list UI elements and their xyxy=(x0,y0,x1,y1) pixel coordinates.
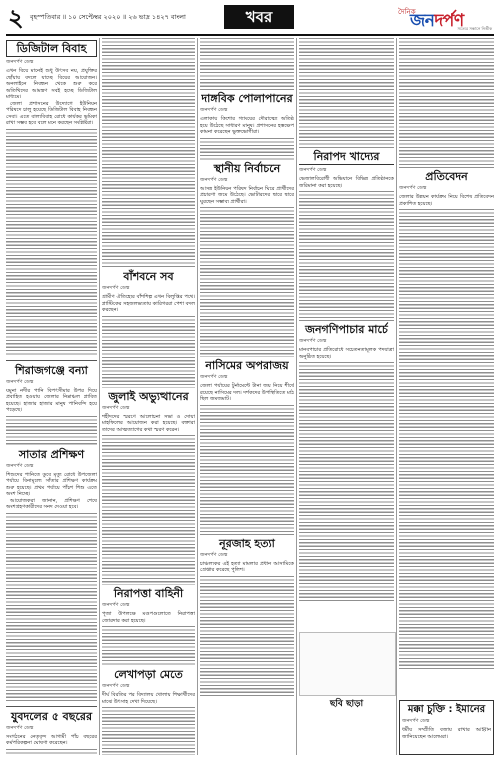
article xyxy=(200,359,294,535)
boxed-article xyxy=(399,700,494,755)
article-body-text xyxy=(399,209,494,669)
article xyxy=(299,323,394,602)
logo-part-2: দর্পণ xyxy=(434,11,464,31)
article-paragraph: গ্রামীণ ঐতিহ্যের বাঁশশিল্প এখন বিলুপ্তির পথে। প্লাস্টিকের সহজলভ্যতায় কারিগররা পেশা বদল করছেন। xyxy=(102,294,195,313)
newspaper-logo xyxy=(396,4,492,32)
article-byline: জনদর্পণ ডেস্ক xyxy=(200,551,228,558)
article-paragraph: শিশুদের পানিতে ডুবে মৃত্যু রোধে উপজেলা পর্যায়ে বিনামূল্যে সাঁতার প্রশিক্ষণ কার্যক্রম শুরু হয়েছে। প্রথম পর্যায়ে পাঁচশ শিশু এতে অংশ নিচ্ছে। xyxy=(6,471,97,497)
article-body-text xyxy=(102,707,195,755)
divider xyxy=(6,706,97,707)
article-body-text xyxy=(200,405,294,535)
article xyxy=(102,587,195,666)
article-body-text xyxy=(102,626,195,666)
article-body-text xyxy=(200,207,294,357)
article-body-text xyxy=(299,362,394,602)
article-body-text xyxy=(6,513,97,703)
column-3 xyxy=(200,38,294,755)
column-5 xyxy=(399,38,494,694)
article-byline: জনদর্পণ ডেস্ক xyxy=(200,176,228,183)
article-headline: নূরজাহ হত্যা xyxy=(219,536,275,550)
article-byline: জনদর্পণ ডেস্ক xyxy=(6,462,34,469)
column-divider xyxy=(99,38,100,755)
article-byline: জনদর্পণ ডেস্ক xyxy=(102,404,130,411)
article-body-text xyxy=(299,191,394,321)
article-headline: জুলাই অভ্যুত্থানের xyxy=(108,389,189,403)
article xyxy=(6,364,97,446)
article-paragraph: এলাকায় কিশোর গ্যাংয়ের দৌরাত্ম্যে অতিষ্ঠ হয়ে উঠেছে সাধারণ মানুষ। প্রশাসনের হস্তক্ষেপ কামনা করেছেন ভুক্তভোগীরা। xyxy=(200,116,294,135)
article-body-text xyxy=(102,38,195,268)
divider xyxy=(6,360,97,361)
date-line: বৃহস্পতিবার ॥ ১০ সেপ্টেম্বর ২০২০ ॥ ২৬ ভাদ্র ১৪২৭ বাংলা xyxy=(30,13,186,21)
article xyxy=(102,390,195,586)
article-paragraph: জেলা প্রশাসনের উদ্যোগে ইউনিয়ন পরিষদে চালু হয়েছে ডিজিটাল বিবাহ নিবন্ধন সেবা। এতে বাল্যবিবাহ রোধে কার্যকর ভূমিকা রাখা সম্ভব হবে বলে মনে করছেন সংশ্লিষ্টরা। xyxy=(6,100,97,126)
article-headline: নাসিমের অপরাজয় xyxy=(205,359,289,372)
logo-tag: দৈনিক xyxy=(398,8,416,16)
page-number: ২ xyxy=(8,4,24,32)
article-headline: ডিজিটাল বিবাহ xyxy=(6,40,97,57)
article-byline: জনদর্পণ ডেস্ক xyxy=(102,285,130,291)
article-body-text xyxy=(6,129,97,357)
article-paragraph: দীর্ঘ বিরতির পর বিদ্যালয় খোলায় শিক্ষার্থীদের মাঝে উৎসাহ দেখা দিয়েছে। xyxy=(102,692,195,705)
logo-name xyxy=(410,8,464,36)
article-body-text xyxy=(399,38,494,168)
article xyxy=(399,170,494,669)
article xyxy=(102,270,195,388)
article-byline: জনদর্পণ ডেস্ক xyxy=(6,378,34,385)
article-headline: যুবদলের ৫ বছরের xyxy=(10,709,92,723)
article-body-text xyxy=(102,435,195,585)
column-divider xyxy=(296,38,297,755)
article-paragraph: ধর্মীয় সম্প্রীতি বজায় রাখার আহ্বান জানিয়েছেন আলেমরা। xyxy=(402,727,491,740)
column-4 xyxy=(299,38,394,628)
photo-caption: ছবি ছাড়া xyxy=(329,699,364,709)
article-headline: শিরাজগঞ্জে বন্যা xyxy=(15,363,88,377)
logo-subtitle: সত্যের সন্ধানে নির্ভীক xyxy=(457,26,492,31)
column-1 xyxy=(6,38,97,755)
article-body-text xyxy=(200,38,294,90)
article-paragraph: ভেজালবিরোধী অভিযানে বিভিন্ন প্রতিষ্ঠানকে জরিমানা করা হয়েছে। xyxy=(299,176,394,189)
article-paragraph: পূজা উপলক্ষে মণ্ডপগুলোতে নিরাপত্তা জোরদার করা হয়েছে। xyxy=(102,611,195,624)
article-headline: বাঁশবনে সব xyxy=(123,270,174,283)
article-headline: প্রতিবেদন xyxy=(425,170,468,183)
article-body-text xyxy=(299,38,394,148)
article-paragraph: শহীদদের স্মরণে আলোচনা সভা ও দোয়া মাহফিলের আয়োজন করা হয়েছে। বক্তারা তাদের আত্মত্যাগের কথা স্মরণ করেন। xyxy=(102,413,195,433)
column-2 xyxy=(102,38,195,755)
article-byline: জনদর্পণ ডেস্ক xyxy=(6,724,34,731)
article xyxy=(200,92,294,160)
logo-part-1: জন xyxy=(410,11,435,31)
article-headline: সাতার প্রশিক্ষণ xyxy=(18,447,85,461)
article-headline: নিরাপত্তা বাহিনী xyxy=(113,587,184,600)
article-headline: লেখাপড়া মেতে xyxy=(114,668,183,681)
masthead xyxy=(6,4,494,36)
article xyxy=(299,150,394,321)
article-byline: জনদর্পণ ডেস্ক xyxy=(102,683,130,689)
article-headline: নিরাপদ খাদ্যের xyxy=(299,150,394,165)
article-body-text xyxy=(102,316,195,388)
article-byline: জনদর্পণ ডেস্ক xyxy=(299,338,327,344)
article-headline: দাঙ্গবিক পোলাপানের xyxy=(201,92,293,105)
article-paragraph: চাঞ্চল্যকর এই হত্যা মামলার প্রধান আসামিকে গ্রেপ্তার করেছে পুলিশ। xyxy=(200,560,294,573)
article xyxy=(200,162,294,358)
article-paragraph: আসন্ন ইউনিয়ন পরিষদ নির্বাচন ঘিরে প্রার্থীদের প্রচারণা জমে উঠেছে। ভোটারদের দ্বারে দ্বারে ঘুরছেন সম্ভাব্য প্রার্থীরা। xyxy=(200,185,294,205)
article-headline: স্থানীয় নির্বাচনে xyxy=(213,161,281,175)
article-paragraph: আয়োজকরা জানান, প্রশিক্ষণ শেষে অংশগ্রহণকারীদের সনদ দেওয়া হবে। xyxy=(6,497,97,510)
article xyxy=(6,710,97,756)
column-divider xyxy=(396,38,397,755)
article xyxy=(6,40,97,357)
article-paragraph: সংগঠনের নেতৃবৃন্দ আগামী পাঁচ বছরের কর্মপরিকল্পনা ঘোষণা করেছেন। xyxy=(6,733,97,746)
article-byline: জনদর্পণ ডেস্ক xyxy=(402,718,430,724)
article-paragraph: জেলার উন্নয়ন কার্যক্রম নিয়ে বিশেষ প্রতিবেদন প্রকাশিত হয়েছে। xyxy=(399,194,494,207)
article-headline: জনগণিপাচার মার্চে xyxy=(305,323,388,336)
article xyxy=(200,537,294,696)
article-byline: জনদর্পণ ডেস্ক xyxy=(6,59,34,65)
article-body-text xyxy=(6,749,97,756)
article-body-text xyxy=(200,576,294,696)
article-byline: জনদর্পণ ডেস্ক xyxy=(200,374,228,380)
article-headline: মক্কা চুক্তি : ইমানের xyxy=(407,704,486,715)
article-body-text xyxy=(6,416,97,446)
article-byline: জনদর্পণ ডেস্ক xyxy=(102,602,130,608)
article-paragraph: যমুনা নদীর পানি বিপৎসীমার উপর দিয়ে প্রবাহিত হওয়ায় জেলার নিম্নাঞ্চল প্লাবিত হয়েছে। হাজার হাজার মানুষ পানিবন্দি হয়ে পড়েছে। xyxy=(6,387,97,413)
article-byline: জনদর্পণ ডেস্ক xyxy=(299,167,327,173)
article-byline: জনদর্পণ ডেস্ক xyxy=(399,185,427,191)
article-byline: জনদর্পণ ডেস্ক xyxy=(200,107,228,113)
article-paragraph: এখন বিয়ে মানেই শুধু উৎসব নয়, প্রযুক্তির ছোঁয়ায় বদলে যাচ্ছে বিয়ের আয়োজন। অনলাইনে নিবন্ধন থেকে শুরু করে অতিথিদের আমন্ত্রণ সবই হচ্ছে ডিজিটাল মাধ্যমে। xyxy=(6,68,97,100)
news-photo xyxy=(299,632,396,696)
article-paragraph: মানবপাচার প্রতিরোধে সচেতনতামূলক পদযাত্রা অনুষ্ঠিত হয়েছে। xyxy=(299,347,394,360)
article-paragraph: জেলা পর্যায়ের টুর্নামেন্টে টানা জয় নিয়ে শীর্ষে রয়েছে নাসিমের দল। দর্শকদের উপস্থিতিতে মাঠ ছিল জমজমাট। xyxy=(200,383,294,402)
article-body-text xyxy=(200,138,294,160)
column-divider xyxy=(197,38,198,755)
article xyxy=(102,668,195,755)
section-label: খবর xyxy=(224,5,294,29)
article xyxy=(6,448,97,703)
